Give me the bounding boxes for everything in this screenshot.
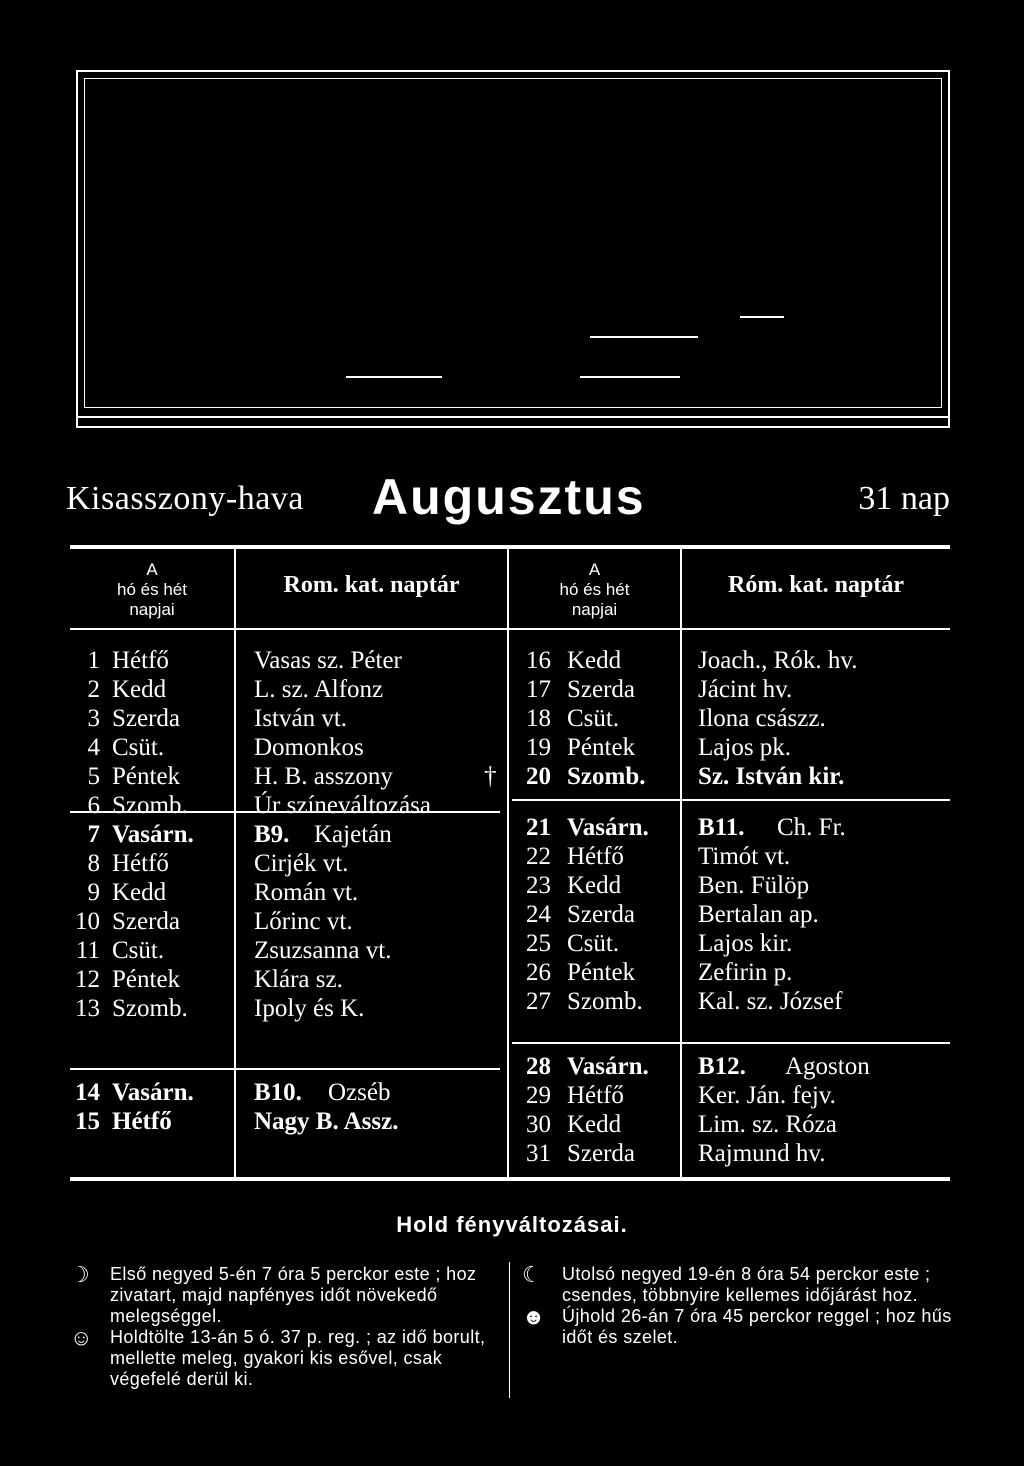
header-bottom-rule — [70, 628, 950, 630]
week-separator — [512, 799, 950, 801]
moon-entry — [516, 1306, 962, 1348]
table-row — [0, 646, 507, 676]
table-row — [0, 994, 507, 1024]
saint-name: Lajos kir. — [698, 930, 793, 957]
table-row — [507, 842, 950, 872]
weekday: Csüt. — [567, 705, 620, 732]
weekday: Szerda — [112, 705, 181, 732]
day-number: 2 — [87, 676, 100, 703]
weekday: Vasárn. — [567, 1053, 649, 1080]
day-number: 4 — [87, 734, 100, 761]
saint-name: István vt. — [254, 705, 348, 732]
moon-column-divider — [509, 1262, 510, 1398]
day-number: 23 — [526, 872, 551, 899]
table-row — [507, 958, 950, 988]
weekday: Kedd — [567, 647, 622, 674]
table-row — [0, 675, 507, 705]
table-row — [507, 762, 950, 792]
table-row — [0, 1078, 507, 1108]
table-bottom-rule — [70, 1177, 950, 1181]
table-row — [0, 762, 507, 792]
saint-name: Ben. Fülöp — [698, 872, 810, 899]
day-number: 28 — [526, 1053, 551, 1080]
table-row — [0, 733, 507, 763]
day-number: 8 — [87, 850, 100, 877]
saint-name: Lim. sz. Róza — [698, 1111, 837, 1138]
weekday: Péntek — [112, 966, 181, 993]
day-number: 31 — [526, 1140, 551, 1167]
saint-name: Zsuzsanna vt. — [254, 937, 392, 964]
moon-entry-text: Első negyed 5-én 7 óra 5 perckor este ; hoz zivatart, majd napfényes időt növekedő melegséggel. — [110, 1264, 477, 1326]
saint-name: Cirjék vt. — [254, 850, 349, 877]
moon-entry-text: Újhold 26-án 7 óra 45 perckor reggel ; hoz hűs időt és szelet. — [562, 1306, 952, 1347]
saint-name: Zefirin p. — [698, 959, 793, 986]
moon-entry — [64, 1264, 502, 1327]
day-number: 7 — [87, 821, 100, 848]
table-row — [507, 987, 950, 1017]
weekday: Péntek — [567, 959, 636, 986]
weekday: Kedd — [567, 1111, 622, 1138]
weekday: Hétfő — [112, 647, 169, 674]
table-row — [0, 820, 507, 850]
saint-name: Bertalan ap. — [698, 901, 819, 928]
week-number: B10. — [254, 1079, 302, 1106]
month-name: Augusztus — [372, 469, 646, 525]
saint-name: Domonkos — [254, 734, 364, 761]
weekday: Vasárn. — [567, 814, 649, 841]
saint-name: Nagy B. Assz. — [254, 1108, 399, 1135]
saint-name: Lőrinc vt. — [254, 908, 353, 935]
weekday: Szerda — [567, 901, 636, 928]
saint-name: Kal. sz. József — [698, 988, 843, 1015]
day-number: 27 — [526, 988, 551, 1015]
saint-name: Román vt. — [254, 879, 359, 906]
days-header-line3: napjai — [129, 600, 175, 619]
days-header-line2: hó és hét — [559, 580, 630, 599]
weekday: Hétfő — [567, 843, 624, 870]
day-number: 18 — [526, 705, 551, 732]
saint-name: Ilona császz. — [698, 705, 826, 732]
weekday: Csüt. — [567, 930, 620, 957]
weekday: Kedd — [112, 879, 167, 906]
weekday: Vasárn. — [112, 821, 194, 848]
day-number: 17 — [526, 676, 551, 703]
day-number: 22 — [526, 843, 551, 870]
table-row — [0, 907, 507, 937]
calendar-header-left: Rom. kat. naptár — [283, 572, 460, 598]
week-number: B9. — [254, 821, 290, 848]
table-top-rule — [70, 545, 950, 549]
moon-entry-text: Utolsó negyed 19-én 8 óra 54 perckor este ; csendes, többnyire kellemes időjárást hoz. — [562, 1264, 931, 1305]
week-separator — [70, 1068, 500, 1070]
weekday: Szomb. — [112, 995, 188, 1022]
table-row — [507, 1052, 950, 1082]
saint-name: Vasas sz. Péter — [254, 647, 402, 674]
table-row — [507, 1081, 950, 1111]
table-row — [0, 791, 507, 821]
days-count: 31 nap — [858, 480, 950, 517]
day-number: 15 — [75, 1108, 100, 1135]
day-number: 29 — [526, 1082, 551, 1109]
week-number: B12. — [698, 1053, 746, 1080]
weekday: Hétfő — [567, 1082, 624, 1109]
moon-phases-left — [64, 1264, 502, 1390]
day-number: 16 — [526, 647, 551, 674]
table-row — [0, 878, 507, 908]
table-row — [0, 936, 507, 966]
table-row — [507, 733, 950, 763]
weekday: Szomb. — [567, 988, 643, 1015]
day-number: 9 — [87, 879, 100, 906]
days-header-line2: hó és hét — [117, 580, 187, 599]
weekday: Péntek — [112, 763, 181, 790]
day-number: 24 — [526, 901, 551, 928]
illustration-inner-frame — [84, 78, 942, 408]
saint-name: Agoston — [785, 1053, 870, 1080]
day-number: 20 — [526, 763, 551, 790]
table-row — [507, 929, 950, 959]
saint-name: Ch. Fr. — [777, 814, 846, 841]
weekday: Szomb. — [567, 763, 646, 790]
calendar-header-right: Róm. kat. naptár — [727, 572, 904, 598]
day-number: 11 — [75, 937, 100, 964]
day-number: 26 — [526, 959, 551, 986]
day-number: 5 — [87, 763, 100, 790]
table-row — [0, 704, 507, 734]
day-number: 13 — [75, 995, 100, 1022]
month-title-row — [66, 468, 956, 538]
weekday: Csüt. — [112, 937, 165, 964]
saint-name: Klára sz. — [254, 966, 343, 993]
illustration-line — [740, 316, 784, 318]
weekday: Kedd — [112, 676, 167, 703]
table-row — [507, 646, 950, 676]
weekday: Kedd — [567, 872, 622, 899]
weekday: Szomb. — [112, 792, 188, 819]
weekday: Péntek — [567, 734, 636, 761]
illustration-line — [76, 416, 950, 418]
weekday: Hétfő — [112, 1108, 172, 1135]
illustration-line — [590, 336, 698, 338]
day-number: 25 — [526, 930, 551, 957]
new-moon-icon: ☻ — [522, 1304, 546, 1329]
table-row — [507, 1110, 950, 1140]
moon-phases-title: Hold fényváltozásai. — [396, 1212, 628, 1237]
illustration-line — [76, 426, 950, 427]
first-quarter-icon: ☽ — [70, 1262, 91, 1287]
table-row — [507, 704, 950, 734]
illustration-line — [580, 376, 680, 378]
days-header-right — [509, 560, 680, 620]
weekday: Csüt. — [112, 734, 165, 761]
saint-name: Ozséb — [328, 1079, 391, 1106]
saint-name: Lajos pk. — [698, 734, 792, 761]
weekday: Hétfő — [112, 850, 169, 877]
days-header-line1: A — [146, 560, 158, 579]
saint-name: Úr színeváltozása — [254, 792, 432, 819]
days-header-line3: napjai — [571, 600, 618, 619]
illustration-line — [346, 376, 442, 378]
weekday: Szerda — [112, 908, 181, 935]
saint-name: Timót vt. — [698, 843, 791, 870]
moon-entry-text: Holdtölte 13-án 5 ó. 37 p. reg. ; az idő borult, mellette meleg, gyakori kis esővel, csak végefelé derül ki. — [110, 1327, 486, 1389]
table-row — [507, 871, 950, 901]
weekday: Szerda — [567, 676, 636, 703]
day-number: 3 — [87, 705, 100, 732]
table-row — [0, 849, 507, 879]
day-number: 14 — [75, 1079, 100, 1106]
full-moon-icon: ☺ — [70, 1325, 93, 1350]
month-folk-name: Kisasszony-hava — [66, 480, 304, 517]
day-number: 12 — [75, 966, 100, 993]
table-row — [507, 813, 950, 843]
saint-name: Joach., Rók. hv. — [698, 647, 858, 674]
week-number: B11. — [698, 814, 745, 841]
saint-name: L. sz. Alfonz — [254, 676, 384, 703]
saint-name: Ipoly és K. — [254, 995, 365, 1022]
days-header-left — [70, 560, 234, 620]
moon-entry — [64, 1327, 502, 1390]
weekday: Szerda — [567, 1140, 636, 1167]
moon-phases-right — [516, 1264, 962, 1348]
saint-name: H. B. asszony — [254, 763, 393, 790]
weekday: Vasárn. — [112, 1079, 194, 1106]
day-number: 1 — [87, 647, 100, 674]
last-quarter-icon: ☾ — [522, 1262, 543, 1287]
day-number: 21 — [526, 814, 551, 841]
table-row — [0, 1107, 507, 1137]
saint-name: Sz. István kir. — [698, 763, 845, 790]
week-separator — [512, 1042, 950, 1044]
saint-name: Rajmund hv. — [698, 1140, 826, 1167]
table-row — [507, 900, 950, 930]
table-row — [507, 675, 950, 705]
day-number: 19 — [526, 734, 551, 761]
day-number: 30 — [526, 1111, 551, 1138]
table-row — [0, 965, 507, 995]
saint-name: Jácint hv. — [698, 676, 793, 703]
day-number: 6 — [87, 792, 100, 819]
saint-name: Ker. Ján. fejv. — [698, 1082, 836, 1109]
holy-day-cross-mark: † — [484, 763, 497, 790]
day-number: 10 — [75, 908, 100, 935]
days-header-line1: A — [588, 560, 601, 579]
saint-name: Kajetán — [314, 821, 392, 848]
moon-entry — [516, 1264, 962, 1306]
table-row — [507, 1139, 950, 1169]
